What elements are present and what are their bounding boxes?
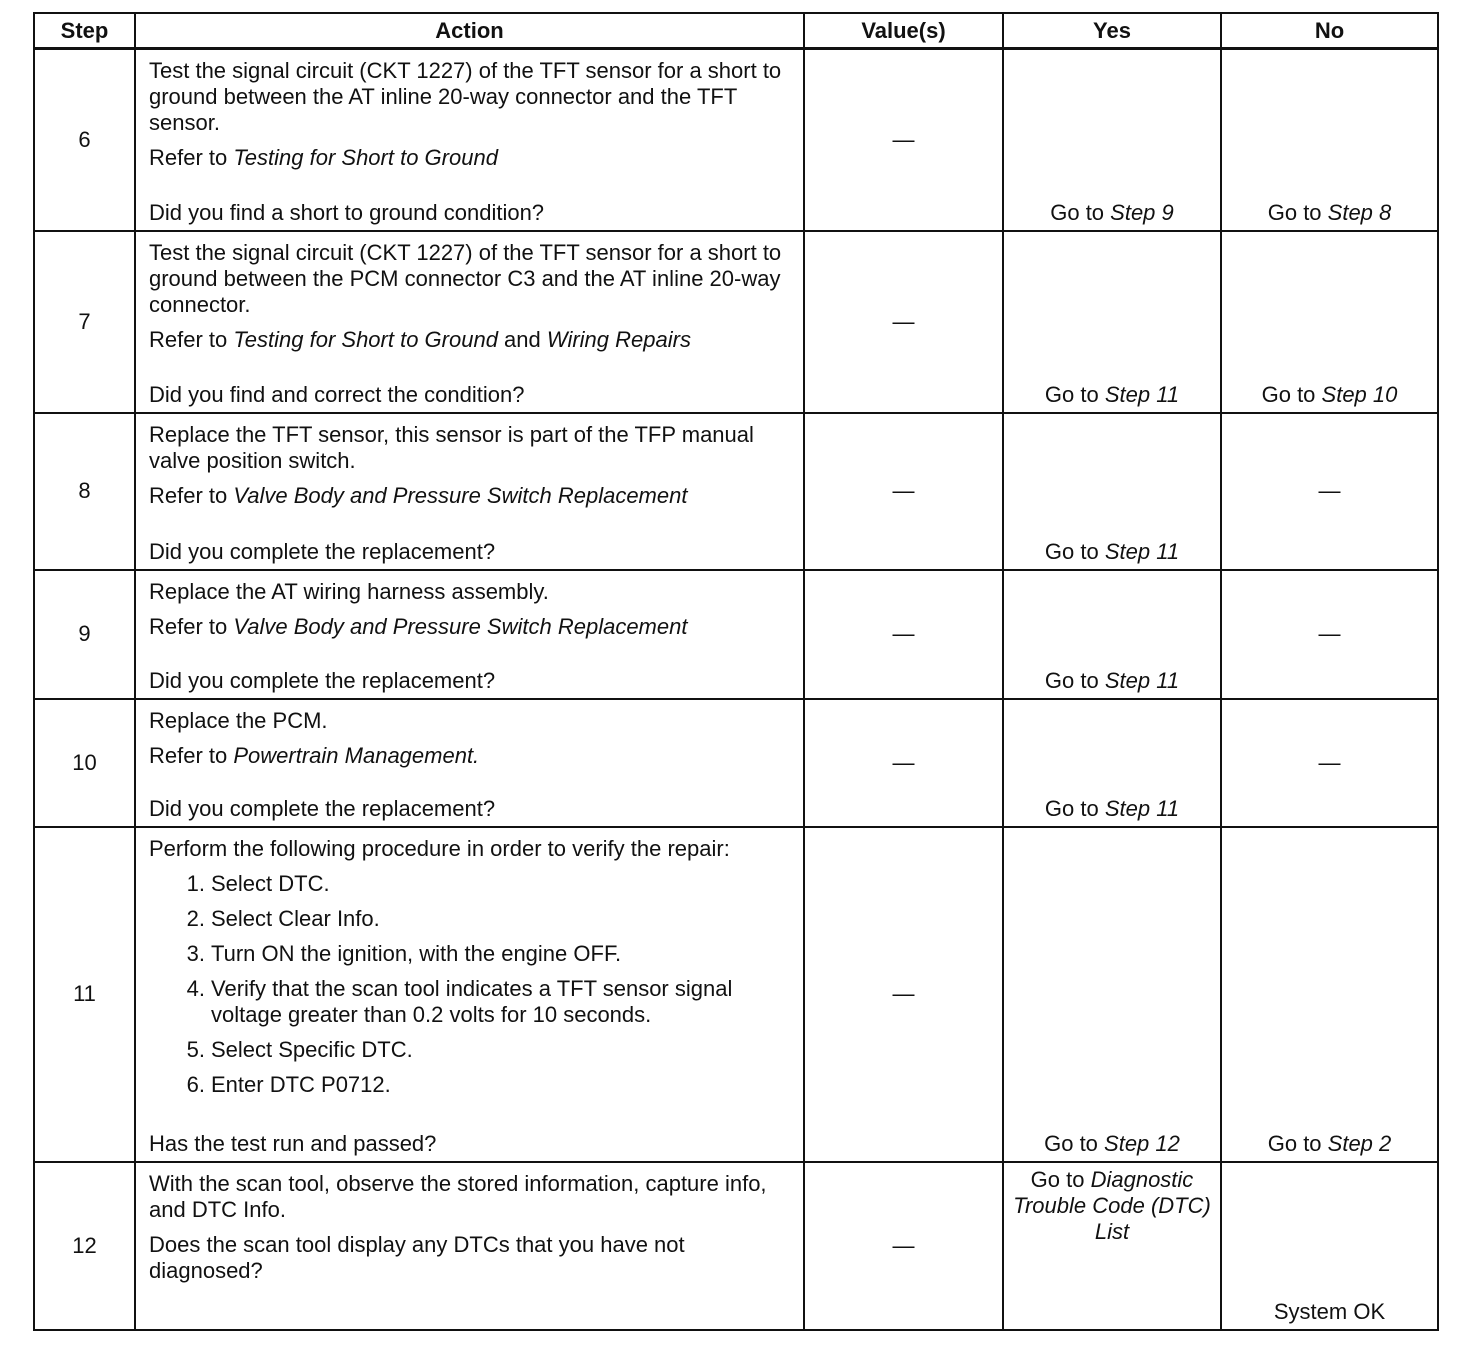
reference-link[interactable]: Valve Body and Pressure Switch Replacement — [233, 482, 688, 508]
no-value: — — [1318, 749, 1341, 775]
yes-goto[interactable] — [1004, 200, 1220, 226]
yes-cell — [1003, 827, 1221, 1162]
step-number: 12 — [34, 1162, 135, 1330]
action-cell — [135, 1162, 804, 1330]
list-number: 4. — [186, 975, 205, 1001]
list-text: Select DTC. — [211, 870, 330, 896]
header-action: Action — [135, 13, 804, 49]
list-text: Select Specific DTC. — [211, 1036, 413, 1062]
no-goto[interactable] — [1222, 1131, 1437, 1157]
action-text: With the scan tool, observe the stored information, capture info, and DTC Info. — [149, 1170, 767, 1222]
yes-goto[interactable] — [1004, 539, 1220, 565]
value-cell: — — [804, 231, 1003, 413]
goto-step-link[interactable]: Step 11 — [1104, 667, 1180, 693]
header-yes: Yes — [1003, 13, 1221, 49]
list-number: 3. — [186, 940, 205, 966]
yes-cell — [1003, 231, 1221, 413]
reference-link[interactable]: Testing for Short to Ground — [233, 145, 498, 170]
goto-step-link[interactable]: Step 8 — [1327, 199, 1392, 225]
value-cell: — — [804, 570, 1003, 699]
list-item — [149, 1037, 793, 1063]
action-cell — [135, 827, 804, 1162]
reference-link[interactable]: Testing for Short to Ground — [233, 326, 498, 352]
goto-prefix: Go to — [1044, 795, 1105, 821]
no-cell — [1221, 1162, 1438, 1330]
goto-prefix: Go to — [1267, 199, 1328, 225]
no-goto[interactable] — [1222, 382, 1437, 408]
table-row — [34, 827, 1438, 1162]
no-cell — [1221, 231, 1438, 413]
list-number: 1. — [186, 870, 205, 896]
step-number: 11 — [34, 827, 135, 1162]
goto-prefix: Go to — [1044, 1130, 1105, 1156]
reference-prefix: Refer to — [149, 326, 234, 352]
goto-step-link[interactable]: Step 2 — [1327, 1130, 1392, 1156]
yes-goto[interactable] — [1004, 382, 1220, 408]
question-text: Did you complete the replacement? — [149, 667, 496, 693]
action-cell — [135, 413, 804, 570]
yes-cell — [1003, 570, 1221, 699]
table-row — [34, 231, 1438, 413]
value-cell: — — [804, 1162, 1003, 1330]
yes-goto[interactable] — [1004, 1131, 1220, 1157]
no-value: System OK — [1273, 1298, 1386, 1324]
table-row — [34, 1162, 1438, 1330]
action-cell — [135, 570, 804, 699]
list-item — [149, 976, 793, 1028]
yes-cell — [1003, 1162, 1221, 1330]
list-number: 6. — [186, 1071, 205, 1097]
goto-prefix: Go to — [1044, 667, 1105, 693]
list-item — [149, 941, 793, 967]
goto-prefix: Go to — [1267, 1130, 1328, 1156]
table-row — [34, 49, 1438, 231]
list-number: 5. — [186, 1036, 205, 1062]
no-value: — — [1318, 621, 1341, 646]
header-row — [34, 13, 1438, 49]
diagnostic-table — [33, 12, 1439, 1331]
question-text: Did you complete the replacement? — [149, 795, 496, 821]
question-text: Did you complete the replacement? — [149, 538, 496, 564]
action-cell — [135, 49, 804, 231]
list-text: Select Clear Info. — [211, 905, 380, 931]
action-text: Test the signal circuit (CKT 1227) of the TFT sensor for a short to ground between the AT inline 20-way connector and the TFT sensor. — [149, 58, 782, 135]
goto-step-link[interactable]: Step 10 — [1321, 381, 1398, 407]
action-text: Replace the TFT sensor, this sensor is part of the TFP manual valve position switch. — [149, 421, 754, 473]
step-number: 9 — [34, 570, 135, 699]
table-row — [34, 699, 1438, 827]
action-cell — [135, 231, 804, 413]
reference-link[interactable]: Valve Body and Pressure Switch Replacement — [233, 613, 688, 639]
question-text: Did you find and correct the condition? — [149, 381, 525, 407]
value-cell: — — [804, 413, 1003, 570]
action-text: Replace the AT wiring harness assembly. — [149, 578, 549, 604]
list-item — [149, 906, 793, 932]
value-cell: — — [804, 49, 1003, 231]
list-text: Verify that the scan tool indicates a TFT sensor signal voltage greater than 0.2 volts for 10 seconds. — [211, 975, 733, 1027]
no-cell — [1221, 827, 1438, 1162]
yes-goto[interactable] — [1004, 668, 1220, 694]
list-text: Enter DTC P0712. — [211, 1071, 391, 1097]
table-row — [34, 413, 1438, 570]
goto-step-link[interactable]: Step 11 — [1104, 538, 1180, 564]
list-item — [149, 871, 793, 897]
yes-cell — [1003, 49, 1221, 231]
goto-prefix: Go to — [1044, 381, 1105, 407]
reference — [149, 743, 793, 769]
goto-dtc-list-link[interactable]: Diagnostic Trouble Code (DTC) List — [1013, 1166, 1211, 1244]
action-text: Test the signal circuit (CKT 1227) of the TFT sensor for a short to ground between the PCM connector C3 and the AT inline 20-way connector. — [149, 239, 782, 317]
header-no: No — [1221, 13, 1438, 49]
no-value: — — [1318, 478, 1341, 503]
question-text: Does the scan tool display any DTCs that you have not diagnosed? — [149, 1231, 685, 1283]
value-cell: — — [804, 699, 1003, 827]
header-step: Step — [34, 13, 135, 49]
value-cell: — — [804, 827, 1003, 1162]
header-values: Value(s) — [804, 13, 1003, 49]
procedure-list — [149, 871, 793, 1098]
table-row — [34, 570, 1438, 699]
step-number: 6 — [34, 49, 135, 231]
goto-step-link[interactable]: Step 12 — [1104, 1130, 1180, 1156]
reference-conjunction: and — [497, 326, 547, 352]
no-cell — [1221, 570, 1438, 699]
step-number: 7 — [34, 231, 135, 413]
step-number: 10 — [34, 699, 135, 827]
goto-prefix: Go to — [1044, 538, 1105, 564]
question-text: Has the test run and passed? — [149, 1130, 437, 1156]
goto-prefix: Go to — [1261, 381, 1322, 407]
goto-prefix: Go to — [1050, 199, 1111, 225]
reference — [149, 327, 793, 353]
reference-link[interactable]: Powertrain Management. — [233, 742, 480, 768]
goto-prefix: Go to — [1030, 1166, 1091, 1192]
action-text: Replace the PCM. — [149, 707, 328, 733]
reference-prefix: Refer to — [149, 742, 234, 768]
reference — [149, 614, 793, 640]
no-goto[interactable] — [1222, 200, 1437, 226]
list-number: 2. — [186, 905, 205, 931]
goto-step-link[interactable]: Step 9 — [1110, 199, 1174, 225]
yes-cell — [1003, 413, 1221, 570]
yes-cell — [1003, 699, 1221, 827]
no-cell — [1221, 699, 1438, 827]
reference-prefix: Refer to — [149, 145, 234, 170]
action-text: Perform the following procedure in order to verify the repair: — [149, 835, 730, 861]
goto-step-link[interactable]: Step 11 — [1104, 381, 1180, 407]
yes-goto[interactable] — [1004, 796, 1220, 822]
no-cell — [1221, 413, 1438, 570]
step-number: 8 — [34, 413, 135, 570]
action-cell — [135, 699, 804, 827]
yes-goto[interactable] — [1004, 1167, 1220, 1245]
reference — [149, 145, 793, 171]
no-cell — [1221, 49, 1438, 231]
question-text: Did you find a short to ground condition? — [149, 199, 545, 225]
goto-step-link[interactable]: Step 11 — [1104, 795, 1180, 821]
reference-link[interactable]: Wiring Repairs — [546, 326, 691, 352]
reference-prefix: Refer to — [149, 613, 234, 639]
reference-prefix: Refer to — [149, 482, 234, 508]
reference — [149, 483, 793, 509]
list-item — [149, 1072, 793, 1098]
list-text: Turn ON the ignition, with the engine OFF. — [211, 940, 622, 966]
